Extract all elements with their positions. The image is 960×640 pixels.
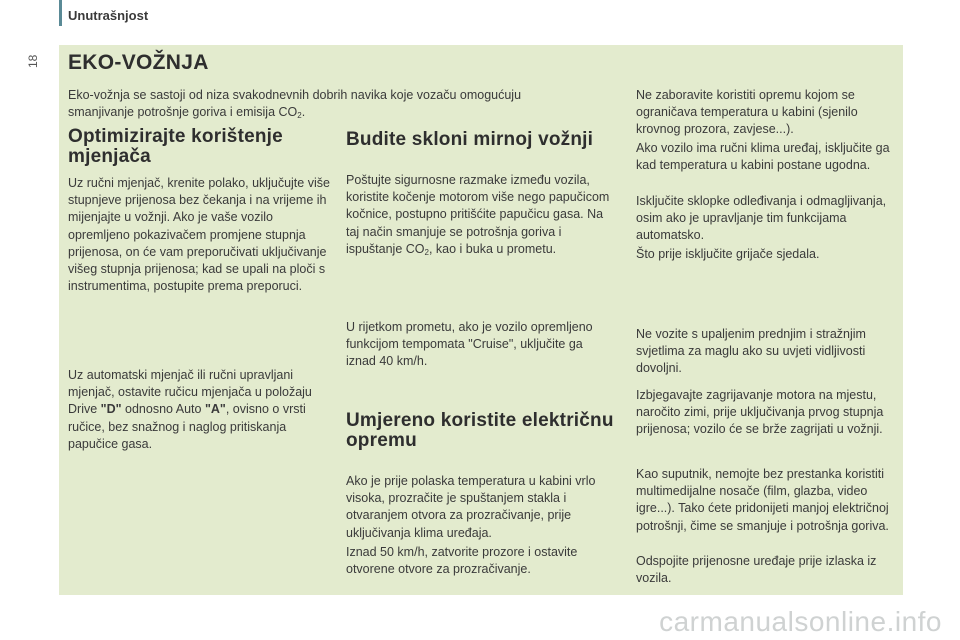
page-title: EKO-VOŽNJA bbox=[68, 51, 209, 74]
col3-paragraph-6: Izbjegavajte zagrijavanje motora na mjestu, naročito zimi, prije uključivanja prvog stupnja prijenosa; vozilo će se brže zagrijati u vožnji. bbox=[636, 388, 884, 437]
col3-paragraph-5: Ne vozite s upaljenim prednjim i stražnjim svjetlima za maglu ako su uvjeti vidljivosti dovoljni. bbox=[636, 327, 866, 376]
gearbox-paragraph-manual: Uz ručni mjenjač, krenite polako, uključujte više stupnjeve prijenosa bez čekanja i na vrijeme ih mijenjajte u vožnji. Ako je vaše vozilo opremljeno pokazivačem promjene stupnja prijenosa, on će vam preporučivati uključivanje višeg stupnja prijenosa; kad se upali na ploči s instrumentima, postupite prema preporuci. bbox=[68, 176, 330, 294]
gearbox-paragraph-automatic: Uz automatski mjenjač ili ručni upravljani mjenjač, ostavite ručicu mjenjača u položaju Drive "D" odnosno Auto "A", ovisno o vrsti ručice, bez snažnog i naglog pritiskanja papučice gasa. bbox=[68, 368, 312, 451]
section-accent-bar bbox=[59, 0, 62, 26]
heading-gearbox: Optimizirajte korištenje mjenjača bbox=[68, 126, 283, 167]
col3-paragraph-3: Isključite sklopke odleđivanja i odmagljivanja, osim ako je upravljanje tim funkcijama automatsko. bbox=[636, 194, 887, 243]
intro-paragraph: Eko-vožnja se sastoji od niza svakodnevnih dobrih navika koje vozaču omogućuju smanjivanje potrošnje goriva i emisija $CO_2$. bbox=[68, 88, 522, 121]
electrical-paragraph-2: Iznad 50 km/h, zatvorite prozore i ostavite otvorene otvore za prozračivanje. bbox=[346, 545, 578, 577]
col3-paragraph-4: Što prije isključite grijače sjedala. bbox=[636, 247, 820, 261]
cruise-paragraph: U rijetkom prometu, ako je vozilo opremljeno funkcijom tempomata "Cruise", uključite ga iznad 40 km/h. bbox=[346, 320, 593, 369]
section-label: Unutrašnjost bbox=[68, 8, 149, 23]
page-number: 18 bbox=[26, 54, 40, 68]
heading-calm-driving: Budite skloni mirnoj vožnji bbox=[346, 129, 594, 150]
watermark: carmanualsonline.info bbox=[659, 606, 942, 637]
col3-paragraph-8: Odspojite prijenosne uređaje prije izlaska iz vozila. bbox=[636, 554, 877, 586]
col3-paragraph-7: Kao suputnik, nemojte bez prestanka koristiti multimedijalne nosače (film, glazba, video igre...). Tako ćete pridonijeti manjoj električnoj potrošnji, čime se smanjuje i potrošnja goriva. bbox=[636, 467, 889, 533]
calm-driving-paragraph: Poštujte sigurnosne razmake između vozila, koristite kočenje motorom više nego papučicom kočnice, postupno pritišćite papučicu gasa. Na taj način smanjuje se potrošnja goriva i ispuštanje $CO_2$, kao i buka u prometu. bbox=[346, 173, 610, 257]
electrical-paragraph-1: Ako je prije polaska temperatura u kabini vrlo visoka, prozračite je spuštanjem stakla i otvaranjem otvora za prozračivanje, prije uključivanja klima uređaja. bbox=[346, 474, 596, 540]
heading-electrical: Umjereno koristite električnu opremu bbox=[346, 410, 614, 451]
col3-paragraph-1: Ne zaboravite koristiti opremu kojom se ograničava temperatura u kabini (sjenilo krovnog prozora, zavjese...). bbox=[636, 88, 858, 137]
col3-paragraph-2: Ako vozilo ima ručni klima uređaj, isključite ga kad temperatura u kabini postane ugodna. bbox=[636, 141, 890, 173]
